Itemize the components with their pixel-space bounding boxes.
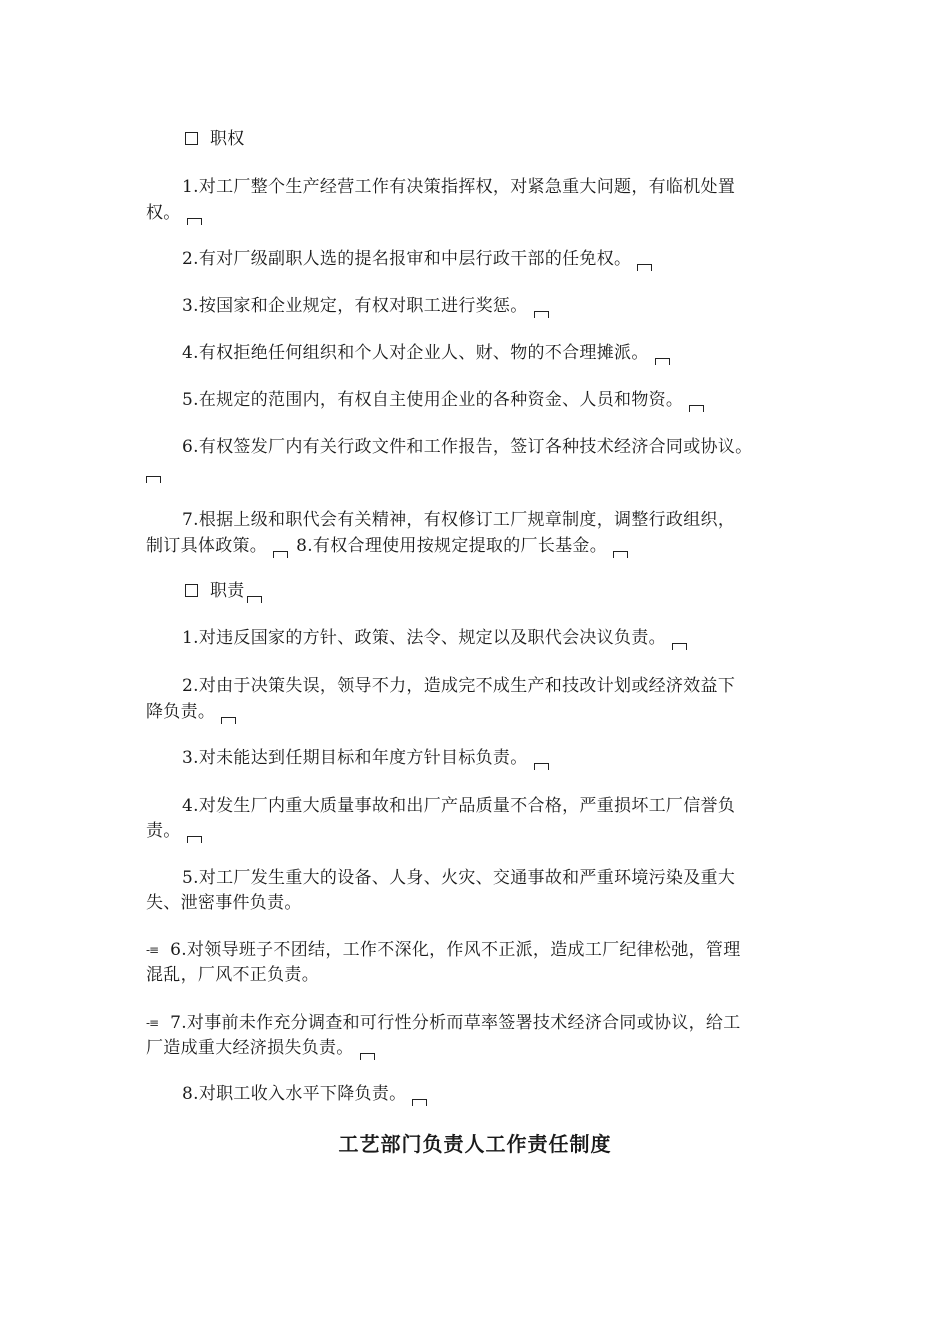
paragraph-mark-icon: [534, 763, 549, 770]
checkbox-icon: [185, 584, 198, 597]
paragraph-mark-icon: [146, 476, 161, 483]
duties-item-3: 3.对未能达到任期目标和年度方针目标负责。: [182, 747, 549, 770]
duties-item-7-line2: 厂造成重大经济损失负责。: [146, 1037, 375, 1060]
duties-item-2-line1: 2.对由于决策失误，领导不力，造成完不成生产和技改计划或经济效益下: [182, 676, 736, 696]
list-marker-icon: -≡: [146, 1016, 159, 1030]
rights-item-5: 5.在规定的范围内，有权自主使用企业的各种资金、人员和物资。: [182, 389, 704, 412]
paragraph-mark-icon: [672, 643, 687, 650]
paragraph-mark-icon: [534, 311, 549, 318]
rights-item-3: 3.按国家和企业规定，有权对职工进行奖惩。: [182, 295, 549, 318]
section-heading-rights: [185, 128, 245, 150]
duties-item-4-line2: 责。: [146, 820, 202, 843]
duties-item-6-line2: 混乱，厂风不正负责。: [146, 965, 319, 985]
paragraph-mark-icon: [187, 836, 202, 843]
duties-item-7-line1: -≡ 7.对事前未作充分调查和可行性分析而草率签署技术经济合同或协议，给工: [146, 1013, 741, 1033]
duties-item-2-line2: 降负责。: [146, 701, 236, 724]
duties-item-6-line1: -≡ 6.对领导班子不团结，工作不深化，作风不正派，造成工厂纪律松弛，管理: [146, 940, 741, 960]
paragraph-mark-icon: [273, 551, 288, 558]
rights-item-7-line1: 7.根据上级和职代会有关精神，有权修订工厂规章制度，调整行政组织，: [182, 510, 736, 530]
paragraph-mark-icon: [637, 264, 652, 271]
paragraph-mark-icon: [613, 551, 628, 558]
paragraph-mark-icon: [360, 1053, 375, 1060]
section-heading-text: 职权: [210, 129, 245, 149]
duties-item-4-line1: 4.对发生厂内重大质量事故和出厂产品质量不合格，严重损坏工厂信誉负: [182, 796, 736, 816]
checkbox-icon: [185, 132, 198, 145]
rights-item-7-line2: 制订具体政策。 8.有权合理使用按规定提取的厂长基金。: [146, 535, 628, 558]
rights-item-1-line2: 权。: [146, 202, 202, 225]
duties-item-8: 8.对职工收入水平下降负责。: [182, 1083, 427, 1106]
paragraph-mark-icon: [655, 358, 670, 365]
rights-item-1-line1: 1.对工厂整个生产经营工作有决策指挥权，对紧急重大问题，有临机处置: [182, 177, 736, 197]
section-heading-text: 职责: [210, 581, 245, 601]
paragraph-mark-icon: [187, 218, 202, 225]
paragraph-mark-icon: [689, 405, 704, 412]
paragraph-mark-icon: [247, 596, 262, 603]
paragraph-mark-icon: [412, 1099, 427, 1106]
duties-item-5-line2: 失、泄密事件负责。: [146, 893, 302, 913]
rights-item-6-line2: [146, 460, 161, 483]
duties-item-5-line1: 5.对工厂发生重大的设备、人身、火灾、交通事故和严重环境污染及重大: [182, 868, 736, 888]
rights-item-2: 2.有对厂级副职人选的提名报审和中层行政干部的任免权。: [182, 248, 652, 271]
rights-item-6-line1: 6.有权签发厂内有关行政文件和工作报告，签订各种技术经济合同或协议。: [182, 437, 753, 457]
rights-item-4: 4.有权拒绝任何组织和个人对企业人、财、物的不合理摊派。: [182, 342, 670, 365]
document-title: 工艺部门负责人工作责任制度: [338, 1132, 612, 1156]
list-marker-icon: -≡: [146, 943, 159, 957]
section-heading-duties: [185, 580, 262, 603]
duties-item-1: 1.对违反国家的方针、政策、法令、规定以及职代会决议负责。: [182, 627, 687, 650]
paragraph-mark-icon: [221, 717, 236, 724]
